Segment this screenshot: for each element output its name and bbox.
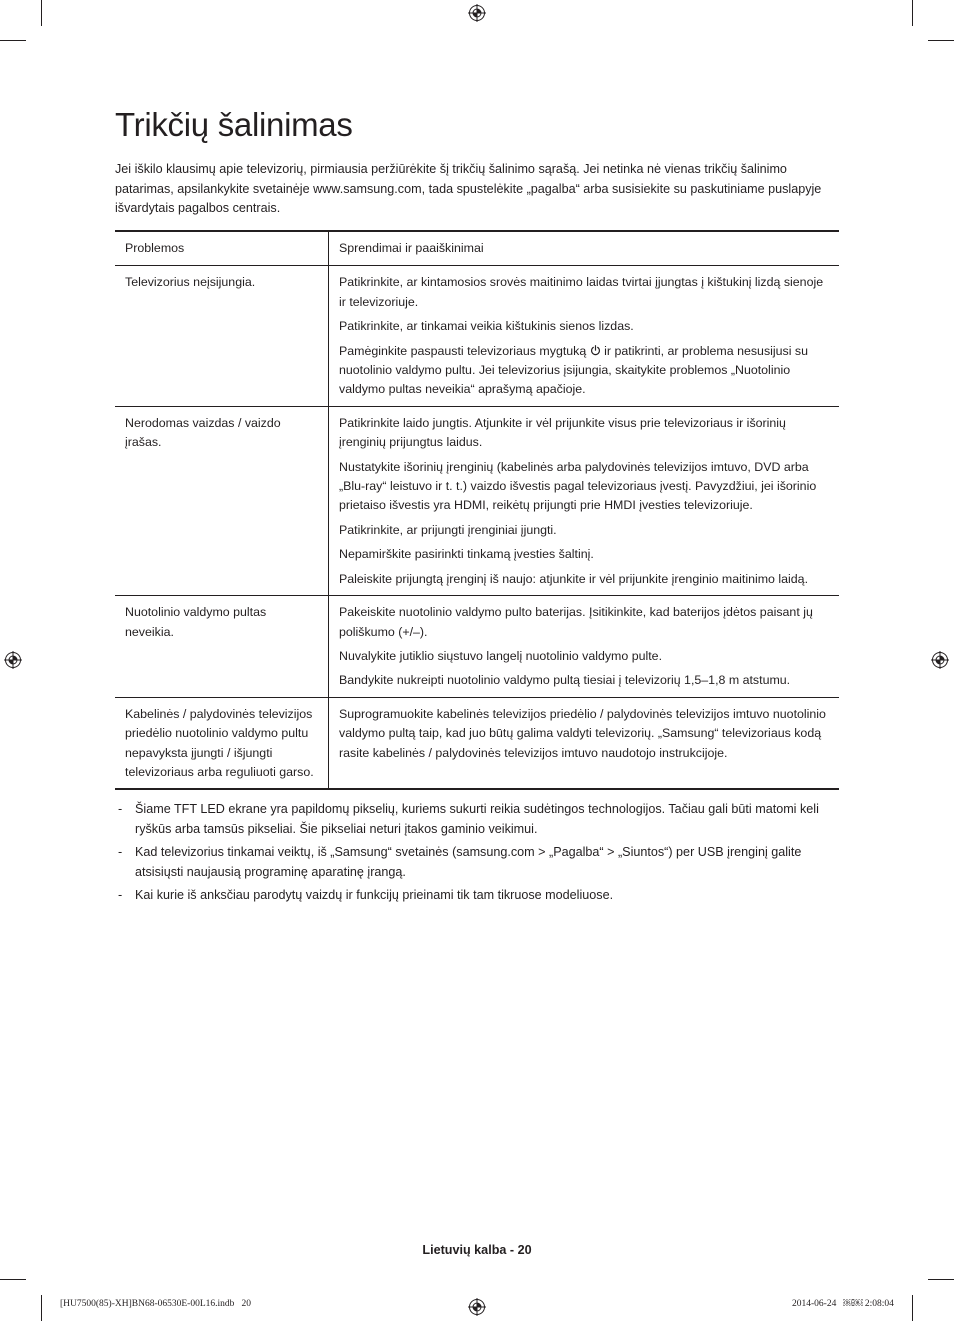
solution-text: Patikrinkite laido jungtis. Atjunkite ir vėl prijunkite visus prie televizoriaus ir išorinių įrenginių prijungtus laidus.: [339, 415, 786, 450]
crop-mark: [928, 40, 954, 41]
solution-text: Nuvalykite jutiklio siųstuvo langelį nuotolinio valdymo pulte.: [339, 648, 663, 663]
registration-mark-icon: [468, 4, 486, 22]
page-title: Trikčių šalinimas: [115, 106, 353, 143]
print-slug-file: [HU7500(85)-XH]BN68-06530E-00L16.indb 20: [60, 1299, 252, 1309]
solution-text-part: Pamėginkite paspausti televizoriaus mygtuką: [339, 343, 587, 358]
print-slug-timestamp: 2014-06-24 ￼￼ 2:08:04: [792, 1299, 894, 1309]
problem-cell: Nerodomas vaizdas / vaizdo įrašas.: [115, 406, 329, 595]
solutions-cell: [329, 266, 840, 406]
crop-mark: [0, 1279, 26, 1280]
solution-text: Patikrinkite, ar tinkamai veikia kištukinis sienos lizdas.: [339, 319, 634, 334]
table-row: [115, 596, 839, 698]
list-item: [115, 843, 840, 882]
solutions-cell: [329, 697, 840, 789]
notes-list: [115, 800, 840, 910]
note-text: Kad televizorius tinkamai veiktų, iš „Samsung“ svetainės (samsung.com > „Pagalba“ > „Siuntos“) per USB įrenginį galite atsisiųsti naujausią programinę aparatinę įrangą.: [135, 845, 802, 879]
table-row: [115, 697, 839, 789]
bullet-dash: -: [118, 802, 123, 816]
page-number-label: Lietuvių kalba - 20: [422, 1243, 532, 1257]
note-text: Kai kurie iš anksčiau parodytų vaizdų ir funkcijų prieinami tik tam tikruose modeliuose.: [135, 888, 614, 902]
crop-mark: [912, 0, 913, 26]
solutions-cell: [329, 406, 840, 595]
crop-mark: [41, 1295, 42, 1321]
solution-text: Nepamirškite pasirinkti tinkamą įvesties šaltinį.: [339, 547, 594, 562]
registration-mark-icon: [468, 1298, 486, 1316]
bullet-dash: -: [118, 888, 123, 902]
solution-text: Paleiskite prijungtą įrenginį iš naujo: atjunkite ir vėl prijunkite įrenginio maitinimo laidą.: [339, 571, 809, 586]
column-header-solutions: Sprendimai ir paaiškinimai: [329, 231, 840, 266]
troubleshooting-table: [115, 230, 839, 790]
solution-text: Pakeiskite nuotolinio valdymo pulto baterijas. Įsitikinkite, kad baterijos įdėtos paisant jų poliškumo (+/–).: [339, 605, 813, 639]
solution-text-part: ir patikrinti, ar problema nesusijusi su nuotolinio valdymo pultu. Jei televizorius įsijungia, skaitykite problemos „Nuotolinio valdymo pultas neveikia“ aprašymą apačioje.: [339, 343, 809, 397]
solution-text: Patikrinkite, ar kintamosios srovės maitinimo laidas tvirtai įjungtas į kištukinį lizdą sienoje ir televizoriuje.: [339, 275, 824, 309]
solution-text: Suprogramuokite kabelinės televizijos priedėlio / palydovinės televizijos imtuvo nuotolinio valdymo pultą taip, kad juo būtų galima valdyti televizorių. „Samsung“ televizoriaus kodą rasite kabelinės / palydovinės televizijos imtuvo naudotojo instrukcijoje.: [339, 706, 826, 760]
problem-cell: Televizorius neįsijungia.: [115, 266, 329, 406]
intro-paragraph: Jei iškilo klausimų apie televizorių, pirmiausia peržiūrėkite šį trikčių šalinimo sąrašą. Jei netinka nė vienas trikčių šalinimo patarimas, apsilankykite svetainėje www.samsung.com, tada spustelėkite „pagalba“ arba susisiekite su paskutiniame puslapyje išvardytais pagalbos centrais.: [115, 162, 822, 215]
solution-text: Nustatykite išorinių įrenginių (kabelinės arba palydovinės televizijos imtuvo, DVD arba „Blu-ray“ leistuvo ir t. t.) vaizdo išvestis pagal televizoriaus įvestį. Pavyzdžiui, jei išorinio prietaiso išvestis yra HDMI, reikėtų prijungti prie HMDI įvesties televizoriuje.: [339, 459, 817, 513]
power-icon: [590, 345, 601, 356]
list-item: [115, 886, 840, 906]
crop-mark: [0, 40, 26, 41]
crop-mark: [912, 1295, 913, 1321]
registration-mark-icon: [4, 651, 22, 669]
registration-mark-icon: [931, 651, 949, 669]
solutions-cell: [329, 596, 840, 698]
list-item: [115, 800, 840, 839]
crop-mark: [928, 1279, 954, 1280]
solution-text: Bandykite nukreipti nuotolinio valdymo pultą tiesiai į televizorių 1,5–1,8 m atstumu.: [339, 673, 791, 688]
table-row: [115, 266, 839, 406]
crop-mark: [41, 0, 42, 26]
column-header-problems: Problemos: [115, 231, 329, 266]
problem-cell: Nuotolinio valdymo pultas neveikia.: [115, 596, 329, 698]
table-row: [115, 406, 839, 595]
table-header-row: [115, 231, 839, 266]
solution-text: Patikrinkite, ar prijungti įrenginiai įjungti.: [339, 522, 557, 537]
bullet-dash: -: [118, 845, 123, 859]
solution-text: [339, 342, 829, 400]
note-text: Šiame TFT LED ekrane yra papildomų pikselių, kuriems sukurti reikia sudėtingos technologijos. Tačiau gali būti matomi keli ryškūs arba tamsūs pikseliai. Šie pikseliai neturi įtakos gaminio veikimui.: [135, 802, 819, 836]
problem-cell: Kabelinės / palydovinės televizijos priedėlio nuotolinio valdymo pultu nepavyksta įjungti / išjungti televizoriaus arba reguliuoti garso.: [115, 697, 329, 789]
